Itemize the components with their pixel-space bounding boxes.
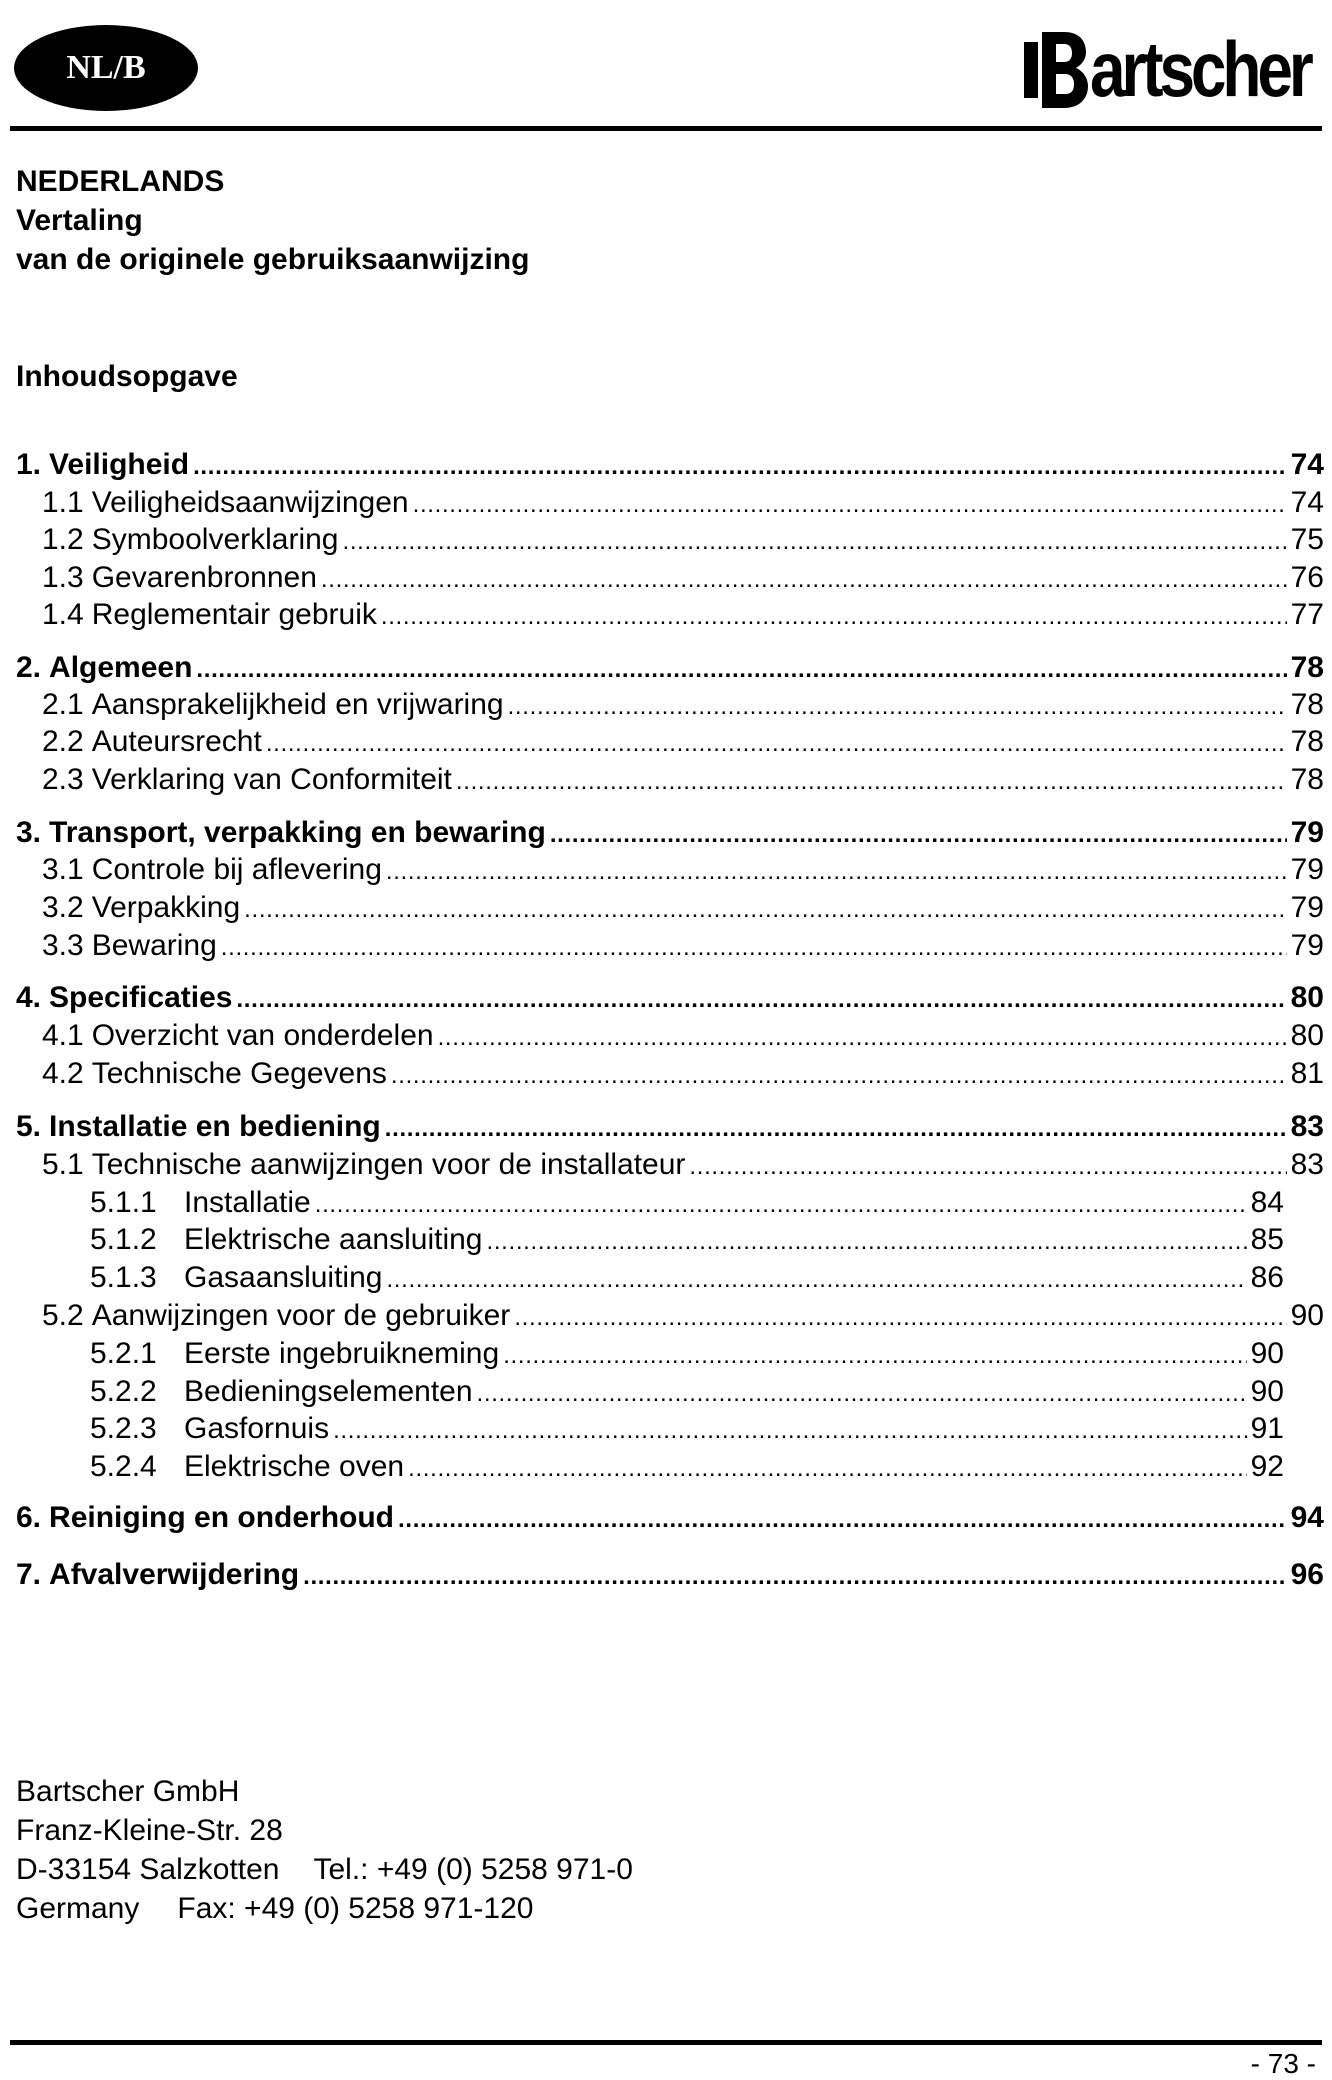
toc-dot-leader [343, 523, 1287, 557]
toc-entry-number: 5.2.4 [90, 1450, 157, 1483]
toc-entry-page: 79 [1290, 929, 1324, 962]
toc-entry-title: Transport, verpakking en bewaring [49, 816, 546, 849]
toc-entry[interactable] [16, 1019, 1324, 1057]
toc-dot-leader [398, 1501, 1287, 1535]
toc-entry-page: 80 [1290, 1019, 1324, 1052]
toc-entry-title: Technische Gegevens [91, 1057, 387, 1090]
toc-entry-title: Veiligheidsaanwijzingen [91, 486, 409, 519]
toc-entry-title: Overzicht van onderdelen [91, 1019, 434, 1052]
company-name: Bartscher GmbH [16, 1775, 240, 1808]
toc-entry[interactable] [16, 1148, 1324, 1186]
toc-entry[interactable] [16, 486, 1324, 524]
toc-entry-title: Installatie [184, 1186, 311, 1219]
toc-entry-number: 4.1 [42, 1019, 84, 1052]
toc-entry-title: Aanwijzingen voor de gebruiker [91, 1299, 511, 1332]
toc-entry[interactable] [16, 1375, 1324, 1413]
toc-entry-page: 78 [1290, 763, 1324, 796]
toc-entry-title: Bedieningselementen [184, 1375, 473, 1408]
toc-entry-title: Aansprakelijkheid en vrijwaring [91, 688, 504, 721]
toc-entry-page: 85 [1250, 1223, 1284, 1256]
toc-entry-page: 74 [1290, 448, 1324, 481]
toc-entry-number: 4.2 [42, 1057, 84, 1090]
toc-entry-page: 86 [1250, 1261, 1284, 1294]
toc-entry[interactable] [16, 1558, 1324, 1596]
toc-dot-leader [456, 763, 1287, 797]
toc-entry-page: 96 [1290, 1558, 1324, 1591]
company-country: Germany [16, 1892, 140, 1925]
toc-entry[interactable] [16, 688, 1324, 726]
toc-entry-number: 2. [16, 651, 42, 684]
toc-entry[interactable] [16, 1412, 1324, 1450]
toc-entry-title: Reiniging en onderhoud [49, 1501, 395, 1534]
company-city: D-33154 Salzkotten [16, 1853, 280, 1886]
toc-entry[interactable] [16, 763, 1324, 801]
toc-entry[interactable] [16, 1337, 1324, 1375]
toc-heading: Inhoudsopgave [16, 360, 238, 393]
bartscher-b-logo-icon [1024, 28, 1088, 110]
toc-entry-title: Algemeen [49, 651, 193, 684]
toc-dot-leader [438, 1019, 1287, 1053]
toc-entry-page: 74 [1290, 486, 1324, 519]
toc-entry-number: 3.3 [42, 929, 84, 962]
bartscher-logo [1018, 14, 1318, 124]
toc-dot-leader [303, 1558, 1287, 1592]
toc-dot-leader [689, 1148, 1286, 1182]
bottom-rule [10, 2040, 1322, 2045]
toc-entry[interactable] [16, 981, 1324, 1019]
toc-entry-number: 5.2.3 [90, 1412, 157, 1445]
toc-entry-page: 79 [1290, 853, 1324, 886]
toc-entry-page: 78 [1290, 651, 1324, 684]
toc-entry-number: 7. [16, 1558, 42, 1591]
toc-dot-leader [477, 1375, 1247, 1409]
toc-dot-leader [236, 981, 1286, 1015]
toc-entry-number: 1. [16, 448, 42, 481]
toc-entry[interactable] [16, 1450, 1324, 1488]
toc-entry[interactable] [16, 853, 1324, 891]
toc-entry-number: 3.2 [42, 891, 84, 924]
toc-entry-page: 75 [1290, 523, 1324, 556]
toc-entry-number: 5.2.2 [90, 1375, 157, 1408]
toc-entry-number: 5. [16, 1110, 42, 1143]
toc-dot-leader [244, 891, 1286, 925]
brand-name: artscher [1090, 25, 1310, 113]
toc-entry-page: 83 [1290, 1110, 1324, 1143]
toc-dot-leader [514, 1299, 1286, 1333]
toc-entry-page: 94 [1290, 1501, 1324, 1534]
company-address [16, 1772, 633, 1928]
toc-dot-leader [321, 561, 1287, 595]
toc-entry-title: Elektrische oven [184, 1450, 405, 1483]
toc-entry-title: Gasfornuis [184, 1412, 330, 1445]
toc-entry-page: 81 [1290, 1057, 1324, 1090]
toc-dot-leader [386, 853, 1287, 887]
toc-entry-number: 2.2 [42, 725, 84, 758]
toc-entry-number: 2.3 [42, 763, 84, 796]
toc-entry-number: 1.4 [42, 598, 84, 631]
toc-dot-leader [381, 598, 1287, 632]
toc-entry-number: 6. [16, 1501, 42, 1534]
toc-entry-title: Eerste ingebruikneming [184, 1337, 500, 1370]
toc-entry-page: 79 [1290, 891, 1324, 924]
toc-entry-title: Verklaring van Conformiteit [91, 763, 452, 796]
language-badge-label: NL/B [66, 49, 146, 86]
toc-entry[interactable] [16, 929, 1324, 967]
toc-entry-page: 90 [1250, 1337, 1284, 1370]
toc-entry-page: 83 [1290, 1148, 1324, 1181]
toc-entry-page: 78 [1290, 725, 1324, 758]
toc-entry[interactable] [16, 1261, 1324, 1299]
toc-entry-title: Bewaring [91, 929, 217, 962]
title-language: NEDERLANDS [16, 165, 225, 198]
toc-dot-leader [508, 688, 1287, 722]
toc-entry-title: Veiligheid [49, 448, 190, 481]
toc-dot-leader [266, 725, 1287, 759]
toc-dot-leader [408, 1450, 1247, 1484]
toc-entry-number: 1.2 [42, 523, 84, 556]
title-subtitle: Vertaling [16, 204, 143, 237]
toc-entry[interactable] [16, 1299, 1324, 1337]
toc-entry[interactable] [16, 448, 1324, 486]
toc-entry-number: 2.1 [42, 688, 84, 721]
toc-entry-title: Elektrische aansluiting [184, 1223, 483, 1256]
toc-entry[interactable] [16, 1223, 1324, 1261]
toc-entry-title: Controle bij aflevering [91, 853, 382, 886]
toc-entry-number: 5.1.1 [90, 1186, 157, 1219]
toc-entry-page: 80 [1290, 981, 1324, 1014]
language-badge [14, 25, 198, 111]
toc-entry[interactable] [16, 598, 1324, 636]
toc-entry-number: 3. [16, 816, 42, 849]
toc-entry-page: 78 [1290, 688, 1324, 721]
toc-entry-number: 5.2.1 [90, 1337, 157, 1370]
toc-dot-leader [221, 929, 1287, 963]
toc-entry-title: Gevarenbronnen [91, 561, 317, 594]
toc-dot-leader [391, 1057, 1287, 1091]
toc-entry[interactable] [16, 725, 1324, 763]
toc-dot-leader [413, 486, 1287, 520]
toc-dot-leader [193, 448, 1287, 482]
company-tel: Tel.: +49 (0) 5258 971-0 [313, 1853, 633, 1886]
toc-entry-number: 5.1.2 [90, 1223, 157, 1256]
toc-dot-leader [487, 1223, 1247, 1257]
toc-entry-number: 5.1.3 [90, 1261, 157, 1294]
toc-dot-leader [196, 651, 1286, 685]
toc-entry-page: 84 [1250, 1186, 1284, 1219]
toc-dot-leader [503, 1337, 1246, 1371]
toc-entry-page: 90 [1290, 1299, 1324, 1332]
toc-entry-page: 76 [1290, 561, 1324, 594]
toc-entry[interactable] [16, 1110, 1324, 1148]
toc-entry-number: 5.2 [42, 1299, 84, 1332]
toc-entry-page: 77 [1290, 598, 1324, 631]
toc-dot-leader [550, 816, 1287, 850]
toc-entry[interactable] [16, 1501, 1324, 1539]
toc-dot-leader [315, 1186, 1247, 1220]
toc-entry-title: Installatie en bediening [49, 1110, 381, 1143]
toc-entry[interactable] [16, 891, 1324, 929]
toc-entry-page: 92 [1250, 1450, 1284, 1483]
toc-entry-title: Afvalverwijdering [49, 1558, 300, 1591]
toc-dot-leader [333, 1412, 1247, 1446]
toc-dot-leader [385, 1110, 1287, 1144]
toc-entry-title: Gasaansluiting [184, 1261, 383, 1294]
toc-entry[interactable] [16, 561, 1324, 599]
toc-entry-title: Symboolverklaring [91, 523, 339, 556]
toc-entry-title: Auteursrecht [91, 725, 262, 758]
toc-entry-page: 90 [1250, 1375, 1284, 1408]
company-street: Franz-Kleine-Str. 28 [16, 1814, 283, 1847]
toc-entry[interactable] [16, 651, 1324, 689]
toc-entry-number: 5.1 [42, 1148, 84, 1181]
toc-entry[interactable] [16, 1057, 1324, 1095]
toc-entry-number: 1.3 [42, 561, 84, 594]
toc-entry-page: 79 [1290, 816, 1324, 849]
toc-entry-title: Technische aanwijzingen voor de installateur [91, 1148, 686, 1181]
document-title [16, 162, 529, 279]
toc-entry[interactable] [16, 816, 1324, 854]
toc-entry[interactable] [16, 523, 1324, 561]
toc-dot-leader [386, 1261, 1246, 1295]
toc-entry[interactable] [16, 1186, 1324, 1224]
toc-entry-number: 1.1 [42, 486, 84, 519]
title-subtitle-2: van de originele gebruiksaanwijzing [16, 243, 530, 276]
toc-entry-page: 91 [1250, 1412, 1284, 1445]
page-number: - 73 - [1250, 2048, 1316, 2079]
company-fax: Fax: +49 (0) 5258 971-120 [177, 1892, 534, 1925]
toc-entry-title: Specificaties [49, 981, 233, 1014]
toc-entry-number: 3.1 [42, 853, 84, 886]
toc-entry-number: 4. [16, 981, 42, 1014]
toc-entry-title: Reglementair gebruik [91, 598, 377, 631]
toc-entry-title: Verpakking [91, 891, 241, 924]
top-rule [10, 126, 1322, 131]
